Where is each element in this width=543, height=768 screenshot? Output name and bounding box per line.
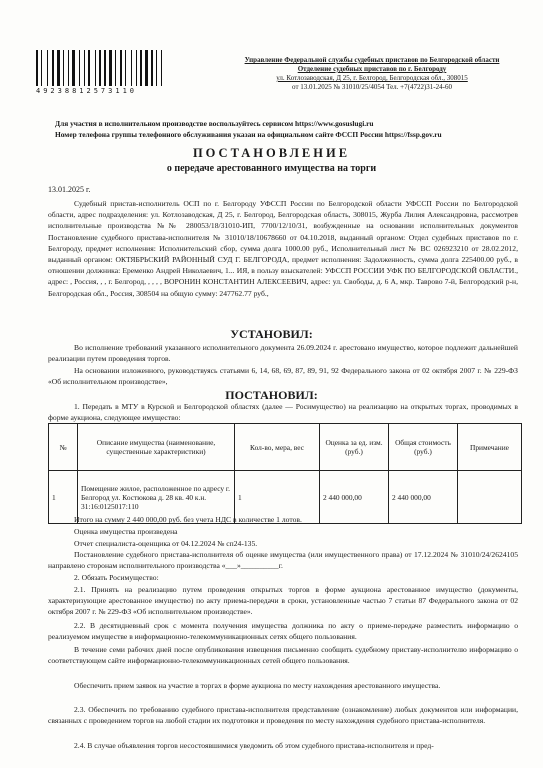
barcode-bar <box>70 50 71 86</box>
barcode-bar <box>125 50 126 86</box>
clause-2-1 <box>48 584 518 618</box>
valuation-text: Оценка имущества произведена <box>74 527 178 536</box>
resolved-paragraph-1 <box>48 401 518 423</box>
total-line <box>48 514 518 525</box>
barcode-bar <box>43 50 46 86</box>
cell-unit-price: 2 440 000,00 <box>320 471 389 524</box>
notice-line-1: Для участия в исполнительном производстве воспользуйтесь сервисом https://www.gosuslugi.ru <box>55 119 374 128</box>
barcode-bar <box>84 50 85 86</box>
decision-paragraph <box>48 549 518 571</box>
clause-2-3 <box>48 704 518 726</box>
barcode-bar <box>127 50 130 86</box>
property-table <box>48 423 522 524</box>
barcode-bar <box>88 50 90 86</box>
clause-2-2 <box>48 620 518 642</box>
clause-2-2-c <box>48 680 518 691</box>
table-header-row <box>49 424 522 471</box>
barcode-bar <box>57 50 60 86</box>
header-address: ул. Котлозаводская, Д 25, г. Белгород, Белгородская обл., 308015 <box>276 74 468 82</box>
established-paragraph-1 <box>48 342 518 364</box>
barcode-bar <box>131 50 132 86</box>
barcode-bar <box>39 50 40 86</box>
barcode-bar <box>133 50 135 86</box>
barcode-bar <box>140 50 142 86</box>
notice-line-2: Номер телефона группы телефонного обслуживания указан на официальном сайте ФССП России https://fssp.gov.ru <box>55 130 442 139</box>
col-note: Примечание <box>458 424 522 471</box>
established-text-2: На основании изложенного, руководствуясь статьями 6, 14, 68, 69, 87, 89, 91, 92 Федерального закона от 02 октября 2007 г. № 229-ФЗ «Об исполнительном производстве», <box>48 366 518 387</box>
barcode-bar <box>79 50 80 86</box>
barcode-bar <box>95 50 96 86</box>
valuation-line <box>48 526 518 537</box>
barcode-bar <box>120 50 122 86</box>
barcode-bar <box>36 50 38 86</box>
barcode-bar <box>102 50 103 86</box>
barcode-bar <box>163 50 165 86</box>
document-title: ПОСТАНОВЛЕНИЕ <box>192 146 351 160</box>
barcode-bar <box>61 50 62 86</box>
report-text: Отчет специалиста-оценщика от 04.12.2024 № сп24-135. <box>74 539 258 548</box>
col-number: № <box>49 424 78 471</box>
barcode-bar <box>156 50 157 86</box>
barcode-bar <box>109 50 112 86</box>
barcode-bar <box>41 50 42 86</box>
clause-2-2-text: 2.2. В десятидневный срок с момента получения имущества должника по акту о приеме-передаче разместить информацию о реализуемом имуществе в информационно-телекоммуникационных сетях общего пользования. <box>48 621 518 642</box>
established-heading: УСТАНОВИЛ: <box>230 327 313 341</box>
barcode-bar <box>104 50 106 86</box>
barcode-bar <box>47 50 48 86</box>
document-date: 13.01.2025 г. <box>48 185 91 194</box>
barcode-bar <box>81 50 83 86</box>
barcode-bar <box>63 50 64 86</box>
barcode-number: 49238812573110 <box>36 87 138 95</box>
document-subtitle: о передаче арестованного имущества на торги <box>166 163 377 174</box>
barcode-bar <box>107 50 108 86</box>
barcode-bar <box>136 50 137 86</box>
report-line <box>48 538 518 549</box>
barcode-bar <box>49 50 51 86</box>
barcode-bar <box>115 50 116 86</box>
barcode-bar <box>138 50 139 86</box>
header-agency: Управление Федеральной службы судебных приставов по Белгородской области <box>244 56 500 64</box>
barcode-bar <box>143 50 144 86</box>
barcode-bar <box>99 50 101 86</box>
barcode-bar <box>72 50 75 86</box>
clause-2-4-text: 2.4. В случае объявления торгов несостоявшимися уведомить об этом судебного пристава-исполнителя и пред- <box>74 741 434 750</box>
barcode-bar <box>123 50 124 86</box>
barcode-bar <box>117 50 119 86</box>
established-text-1: Во исполнение требований указанного исполнительного документа 26.09.2024 г. арестовано имущество, которое подлежит дальнейшей реализации путем проведения торгов. <box>48 343 518 364</box>
barcode <box>36 50 186 86</box>
barcode-bar <box>91 50 94 86</box>
obligation-heading <box>48 572 518 583</box>
barcode-bar <box>149 50 150 86</box>
clause-2-1-text: 2.1. Принять на реализацию путем проведения открытых торгов в форме аукциона арестованное имущество (документы, характеризующие арестованное имущество) по акту приема-передачи в сроки, установленные частью 7 статьи 87 Федерального закона от 02 октября 2007 г. № 229-ФЗ «Об исполнительном производстве». <box>48 585 518 617</box>
cell-total: 2 440 000,00 <box>389 471 458 524</box>
col-unit-price: Оценка за ед. изм. (руб.) <box>320 424 389 471</box>
barcode-bar <box>97 50 98 86</box>
barcode-bar <box>55 50 56 86</box>
total-text: Итого на сумму 2 440 000,00 руб. без учета НДС в количестве 1 лотов. <box>74 515 302 524</box>
established-paragraph-2 <box>48 365 518 387</box>
intro-text: Судебный пристав-исполнитель ОСП по г. Белгороду УФССП России по Белгородской области УФССП России по Белгородской области, адрес подразделения: ул. Котлозаводская, Д 25, г. Белгород, Белгородская область, 308015, Журба Лилия Александровна, рассмотрев исполнительные производства №№ 280053/18/31010-ИП, 7700/12/10/31, возбужденные на основании исполнительных документов Постановление судебного пристава-исполнителя № 31010/18/10678660 от 04.10.2018, выданный органом: Отдел судебных приставов по г. Белгороду, предмет исполнения: Исполнительский сбор, сумма долга 1000.00 руб., Исполнительный лист № ВС 026923210 от 28.02.2012, выданный органом: ОКТЯБРЬСКИЙ РАЙОННЫЙ СУД Г. БЕЛГОРОДА, предмет исполнения: Задолженность, сумма долга 225400.00 руб., в отношении должника: Еременко Андрей Николаевич, 1... ИЯ, в пользу взыскателей: УФССП РОССИИ УФК ПО БЕЛГОРОДСКОЙ ОБЛАСТИ., адрес: , Россия, , , г. Белгород, , , , , ВОРОНИН КОНСТАНТИН АЛЕКСЕЕВИЧ, адрес: ул. Свободы, д. 6 А, мкр. Таврово 7-й, Белгородский р-н, Белгородская обл., Россия, 308504 на общую сумму: 247762.77 руб., <box>48 199 518 298</box>
decision-text: Постановление судебного пристава-исполнителя об оценке имущества (или имущественного права) от 17.12.2024 № 31010/24/2624105 направлено сторонам исполнительного производства «___»__________г. <box>48 550 518 571</box>
barcode-bar <box>161 50 162 86</box>
cell-description: Помещение жилое, расположенное по адресу г. Белгород ул. Костюкова д. 28 кв. 40 к.н. 31:16:0125017:110 <box>78 471 235 524</box>
barcode-bar <box>86 50 87 86</box>
header-department: Отделение судебных приставов по г. Белгороду <box>297 65 447 73</box>
col-quantity: Кол-во, мера, вес <box>235 424 320 471</box>
barcode-bar <box>76 50 78 86</box>
clause-2-2-c-text: Обеспечить прием заявок на участие в торгах в форме аукциона по месту нахождения арестованного имущества. <box>74 681 441 690</box>
clause-2-2-b-text: В течение семи рабочих дней после опубликования извещения письменно сообщить судебному приставу-исполнителю информацию о соответствующем сайте информационно-телекоммуникационных сетей общего пользования. <box>48 645 518 666</box>
barcode-bar <box>52 50 54 86</box>
intro-paragraph <box>48 198 518 299</box>
barcode-bar <box>158 50 160 86</box>
barcode-bar <box>145 50 148 86</box>
clause-2-4 <box>48 740 518 751</box>
clause-2-2-b <box>48 644 518 666</box>
col-total: Общая стоимость (руб.) <box>389 424 458 471</box>
barcode-bar <box>151 50 153 86</box>
clause-2-3-text: 2.3. Обеспечить по требованию судебного пристава-исполнителя представление (ознакомление) любых документов или информации, связанных с проведением торгов на любой стадии их подготовки и проведения по месту нахождения судебного пристава-исполнителя. <box>48 705 518 726</box>
obligation-text: 2. Обязать Росимущество: <box>74 573 159 582</box>
col-description: Описание имущества (наименование, существенные характеристики) <box>78 424 235 471</box>
barcode-bar <box>68 50 69 86</box>
resolved-heading: ПОСТАНОВИЛ: <box>225 388 318 402</box>
cell-quantity: 1 <box>235 471 320 524</box>
header-reference: от 13.01.2025 № 31010/25/4054 Тел. +7(4722)31-24-60 <box>292 83 452 91</box>
barcode-bar <box>65 50 67 86</box>
cell-number: 1 <box>49 471 78 524</box>
barcode-bar <box>154 50 155 86</box>
service-notice <box>55 118 525 140</box>
issuer-header <box>232 56 512 92</box>
barcode-bar <box>113 50 114 86</box>
resolved-text-1: 1. Передать в МТУ в Курской и Белгородской областях (далее — Росимущество) на реализацию на открытых торгах, проводимых в форме аукциона, следующее имущество: <box>48 402 518 423</box>
